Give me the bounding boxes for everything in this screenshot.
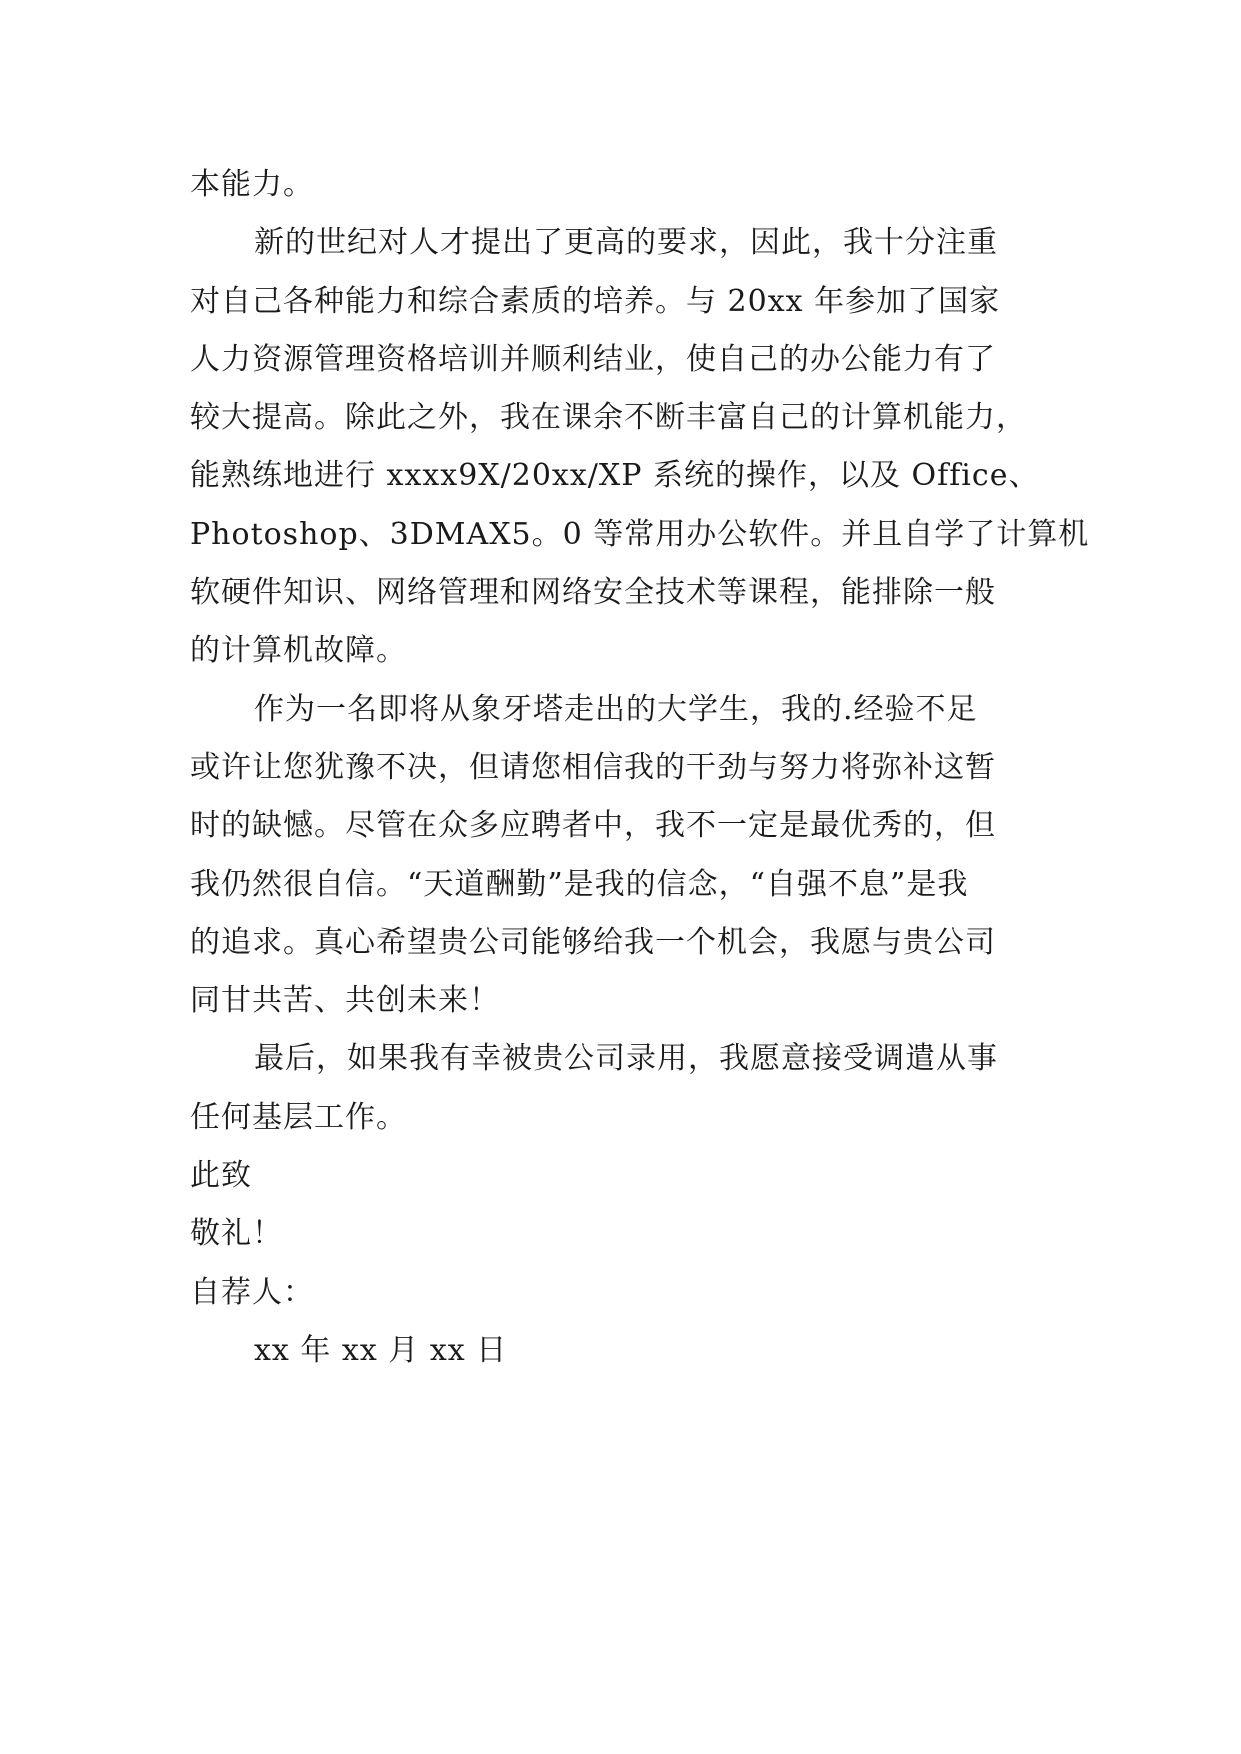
closing-line: 此致: [190, 1158, 252, 1194]
text-line: 软硬件知识、网络管理和网络安全技术等课程，能排除一般: [190, 575, 996, 611]
text-line: 同甘共苦、共创未来！: [190, 983, 500, 1019]
text-line: 对自己各种能力和综合素质的培养。与 20xx 年参加了国家: [190, 283, 1001, 319]
text-line: 我仍然很自信。“天道酬勤”是我的信念，“自强不息”是我: [190, 866, 969, 902]
text-line: 任何基层工作。: [190, 1099, 407, 1135]
text-line: 本能力。: [190, 167, 314, 202]
date-line: xx 年 xx 月 xx 日: [254, 1332, 508, 1368]
signature-label: 自荐人：: [190, 1274, 314, 1310]
text-line: 的追求。真心希望贵公司能够给我一个机会，我愿与贵公司: [190, 924, 996, 960]
text-line: 作为一名即将从象牙塔走出的大学生，我的.经验不足: [254, 691, 978, 727]
text-line: 最后，如果我有幸被贵公司录用，我愿意接受调遣从事: [254, 1041, 998, 1077]
text-line: 的计算机故障。: [190, 633, 407, 669]
text-line: 较大提高。除此之外，我在课余不断丰富自己的计算机能力，: [190, 400, 1027, 436]
text-line: 能熟练地进行 xxxx9X/20xx/XP 系统的操作，以及 Office、: [190, 458, 1040, 494]
text-line: 新的世纪对人才提出了更高的要求，因此，我十分注重: [254, 225, 998, 261]
text-line: 时的缺憾。尽管在众多应聘者中，我不一定是最优秀的，但: [190, 808, 996, 844]
letter-body: [190, 156, 1090, 1380]
text-line: 人力资源管理资格培训并顺利结业，使自己的办公能力有了: [190, 341, 996, 377]
salutation-line: 敬礼！: [190, 1216, 283, 1252]
text-line: Photoshop、3DMAX5。0 等常用办公软件。并且自学了计算机: [190, 516, 1090, 552]
text-line: 或许让您犹豫不决，但请您相信我的干劲与努力将弥补这暂: [190, 749, 996, 785]
